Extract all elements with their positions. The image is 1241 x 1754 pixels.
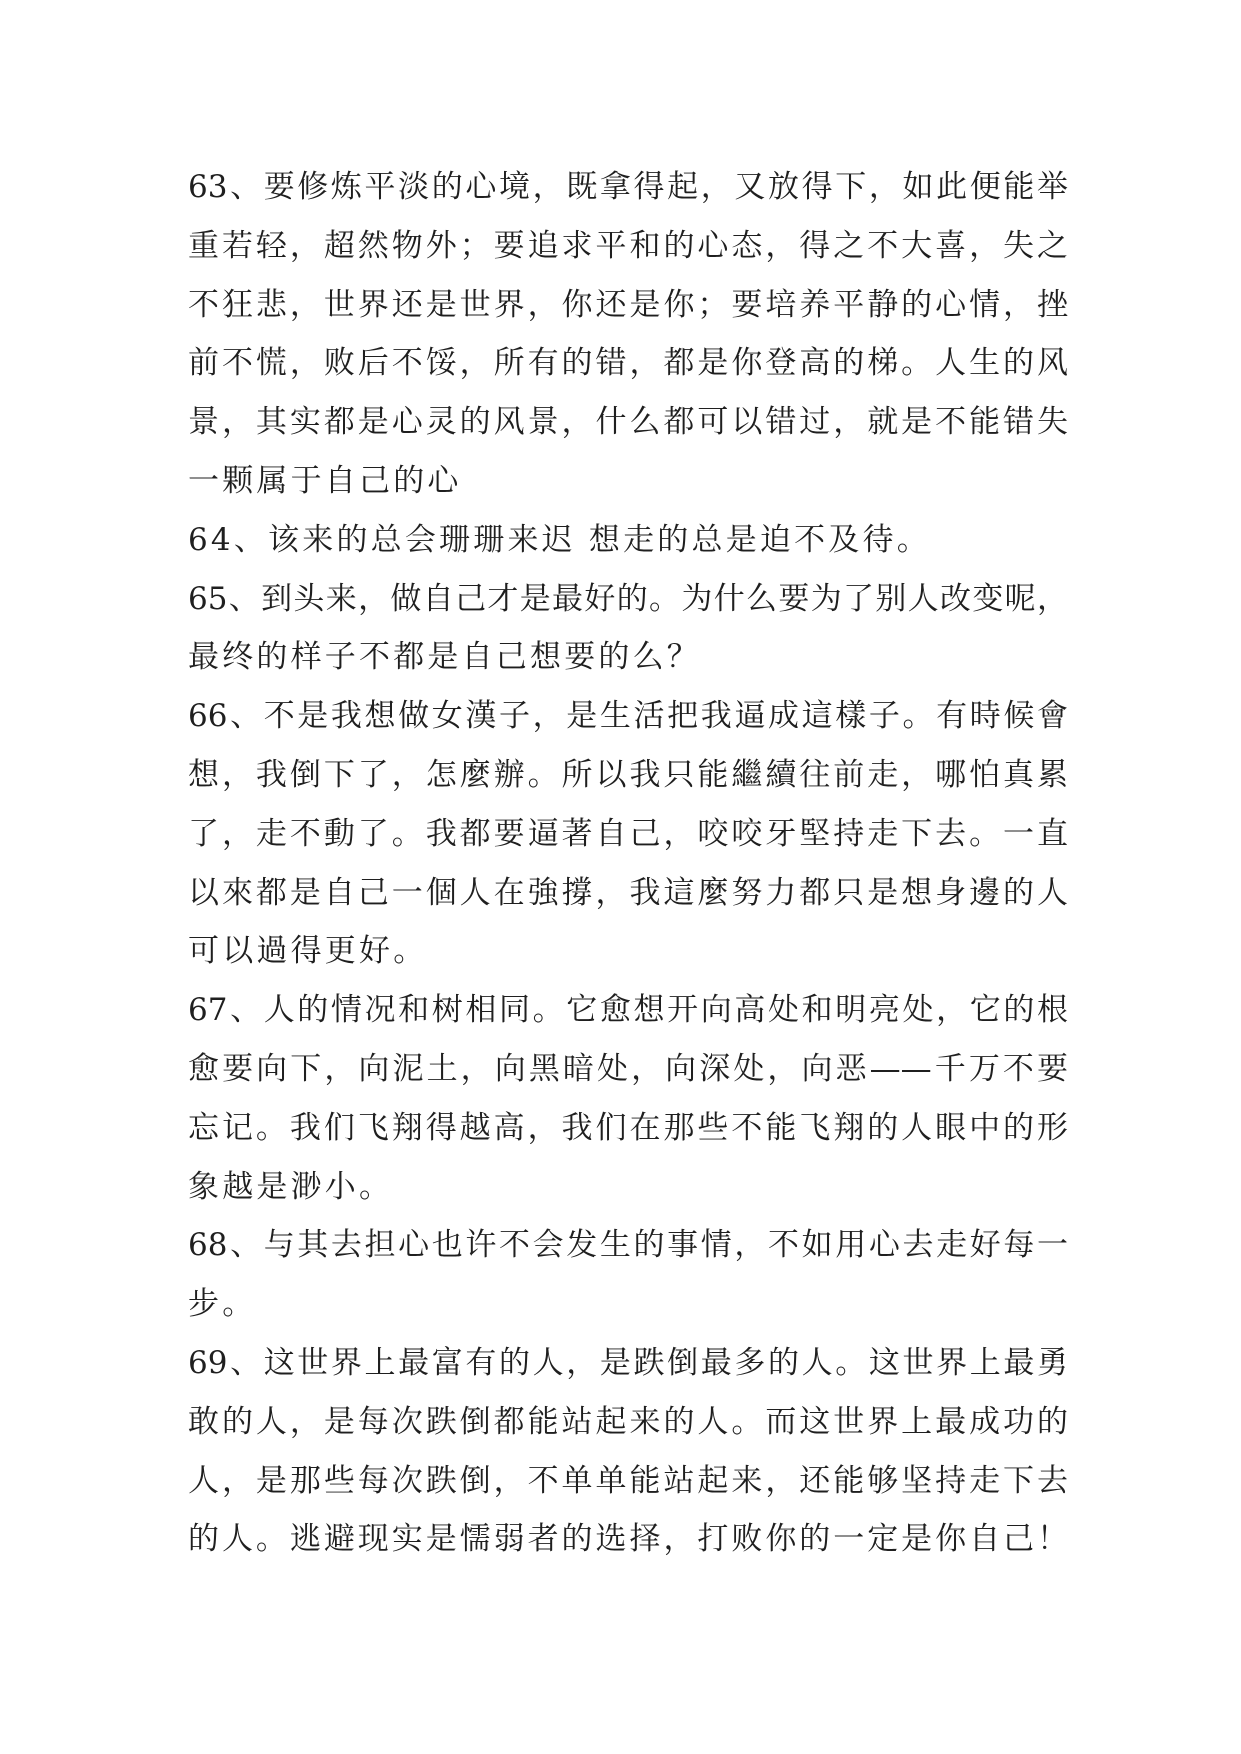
text-line: 66、不是我想做女漢子，是生活把我逼成這樣子。有時候會: [188, 698, 1068, 735]
paragraph-66: [188, 687, 1068, 981]
text-line: 重若轻，超然物外；要追求平和的心态，得之不大喜，失之: [188, 227, 1068, 264]
paragraph-64: [188, 511, 1068, 570]
text-line: 以來都是自己一個人在強撐，我這麼努力都只是想身邊的人: [188, 874, 1068, 911]
text-line: 想，我倒下了，怎麼辦。所以我只能繼續往前走，哪怕真累: [188, 756, 1068, 793]
text-line: 步。: [188, 1286, 257, 1323]
text-line: 忘记。我们飞翔得越高，我们在那些不能飞翔的人眼中的形: [188, 1109, 1068, 1146]
paragraph-69: [188, 1334, 1068, 1569]
text-line: 最终的样子不都是自己想要的么？: [188, 639, 701, 676]
paragraph-65: [188, 570, 1068, 688]
text-line: 68、与其去担心也许不会发生的事情，不如用心去走好每一: [188, 1227, 1068, 1264]
document-body: [188, 158, 1068, 1569]
text-line: 敢的人，是每次跌倒都能站起来的人。而这世界上最成功的: [188, 1403, 1068, 1440]
paragraph-63: [188, 158, 1068, 511]
paragraph-68: [188, 1216, 1068, 1334]
text-line: 63、要修炼平淡的心境，既拿得起，又放得下，如此便能举: [188, 169, 1068, 205]
text-line: 64、该来的总会珊珊来迟 想走的总是迫不及待。: [188, 521, 931, 558]
text-line: 人，是那些每次跌倒，不单单能站起来，还能够坚持走下去: [188, 1462, 1068, 1499]
text-line: 景，其实都是心灵的风景，什么都可以错过，就是不能错失: [188, 404, 1068, 441]
text-line: 愈要向下，向泥土，向黑暗处，向深处，向恶——千万不要: [188, 1050, 1068, 1087]
text-line: 的人。逃避现实是懦弱者的选择，打败你的一定是你自己！: [188, 1521, 1068, 1558]
text-line: 65、到头来，做自己才是最好的。为什么要为了别人改变呢，: [188, 580, 1068, 617]
text-line: 69、这世界上最富有的人，是跌倒最多的人。这世界上最勇: [188, 1344, 1068, 1381]
text-line: 一颗属于自己的心: [188, 462, 462, 499]
text-line: 了，走不動了。我都要逼著自己，咬咬牙堅持走下去。一直: [188, 815, 1068, 852]
paragraph-67: [188, 981, 1068, 1216]
text-line: 前不慌，败后不馁，所有的错，都是你登高的梯。人生的风: [188, 345, 1068, 382]
text-line: 67、人的情况和树相同。它愈想开向高处和明亮处，它的根: [188, 992, 1068, 1029]
text-line: 象越是渺小。: [188, 1168, 394, 1205]
text-line: 不狂悲，世界还是世界，你还是你；要培养平静的心情，挫: [188, 286, 1068, 323]
text-line: 可以過得更好。: [188, 933, 428, 970]
